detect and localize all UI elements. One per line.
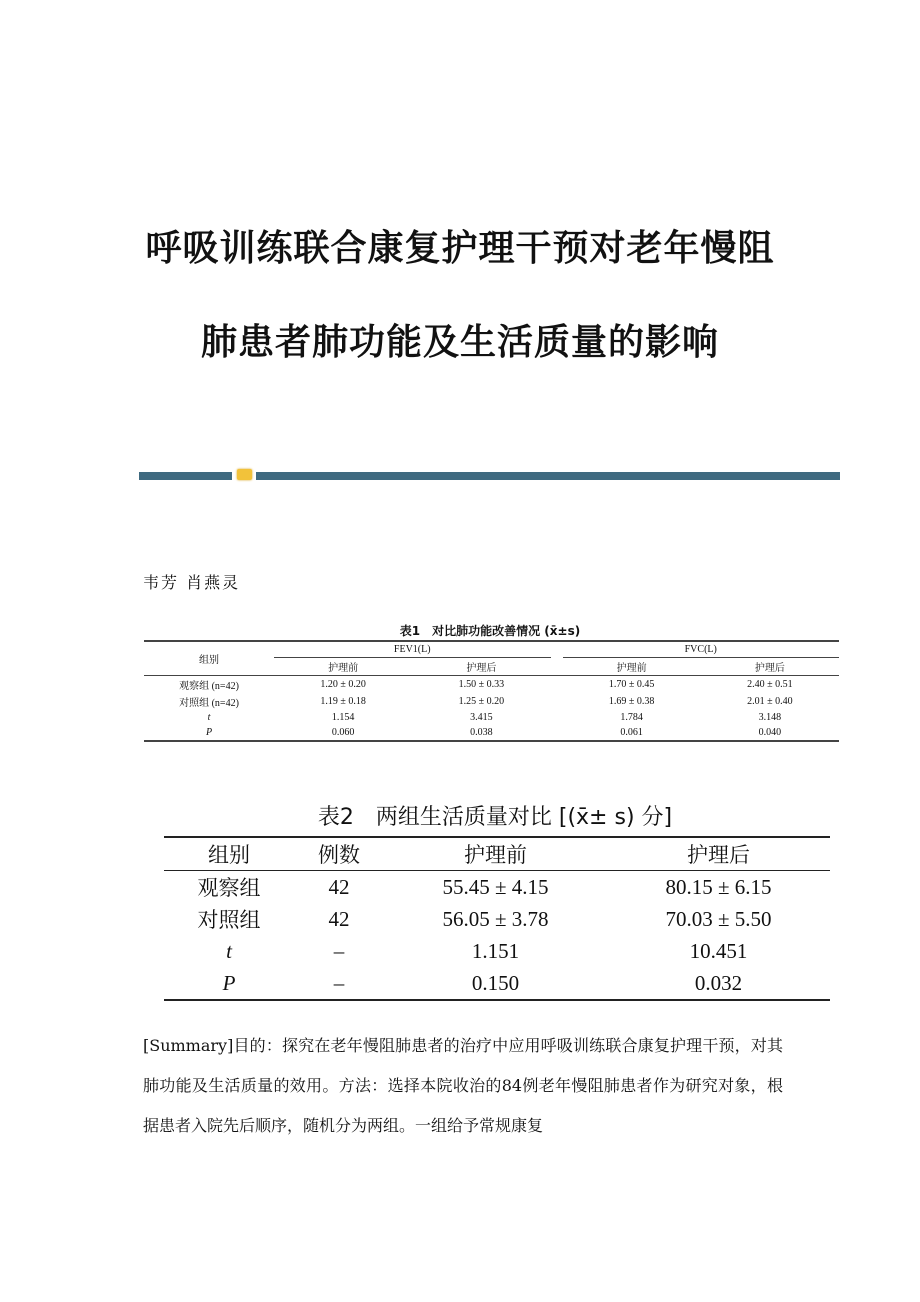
table-cell: 56.05 ± 3.78 [442, 906, 549, 931]
title-line-1: 呼吸训练联合康复护理干预对老年慢阻 [145, 228, 775, 269]
table1-caption: 表1 对比肺功能改善情况 (x̄±s) [399, 624, 581, 638]
divider-right [256, 472, 840, 480]
table2 [164, 836, 830, 1001]
table1-subheader: 护理前 [274, 658, 412, 676]
table-cell: 对照组 [197, 908, 261, 932]
table-cell: 0.150 [471, 970, 520, 995]
table-cell: 1.19 ± 0.18 [320, 696, 366, 707]
table-cell: 2.01 ± 0.40 [747, 696, 793, 707]
table-cell: 0.038 [470, 727, 493, 738]
table-cell: 70.03 ± 5.50 [665, 906, 772, 931]
table-cell: P [222, 970, 236, 995]
table2-header: 护理前 [384, 837, 607, 871]
authors: 韦芳 肖燕灵 [143, 573, 241, 592]
table-cell: 1.50 ± 0.33 [458, 679, 505, 690]
table1-subheader: 护理后 [701, 658, 839, 676]
table-row [144, 693, 839, 710]
table-cell: P [205, 727, 213, 738]
table-cell: t [207, 712, 211, 723]
table-row [164, 903, 830, 935]
table2-header: 组别 [164, 837, 294, 871]
table-cell: 观察组 (n=42) [179, 681, 239, 692]
table-cell: 1.20 ± 0.20 [320, 679, 366, 690]
table-row [164, 871, 830, 904]
table-row [164, 967, 830, 1000]
table-cell: 1.70 ± 0.45 [608, 679, 655, 690]
table-cell: 80.15 ± 6.15 [665, 874, 772, 899]
table1-subheader: 护理前 [563, 658, 701, 676]
table2-caption: 表2 两组生活质量对比 [(x̄± s) 分] [317, 805, 673, 830]
mail-icon [237, 469, 252, 480]
table-cell: 1.25 ± 0.20 [458, 696, 505, 707]
table-cell: 0.040 [758, 727, 782, 738]
table1-col-group: FVC(L) [563, 641, 840, 658]
table-row [164, 935, 830, 967]
table2-header: 护理后 [607, 837, 830, 871]
table-row [144, 710, 839, 725]
table-cell: 10.451 [689, 938, 748, 963]
table-cell: t [226, 938, 232, 963]
table-cell: 1.69 ± 0.38 [608, 696, 655, 707]
table-cell: 0.060 [331, 727, 355, 738]
table-cell: 对照组 (n=42) [179, 698, 239, 709]
divider-left [139, 472, 232, 480]
table-row [144, 676, 839, 694]
title-line-2: 肺患者肺功能及生活质量的影响 [200, 322, 719, 363]
table1 [144, 640, 839, 742]
table-cell: 55.45 ± 4.15 [442, 874, 549, 899]
table-cell: 0.061 [620, 727, 643, 738]
table-cell: 观察组 [197, 876, 261, 900]
table-cell: 3.415 [470, 712, 493, 723]
table-cell: – [333, 938, 345, 963]
table-row [144, 725, 839, 741]
table-cell: 42 [328, 906, 350, 931]
table-cell: 42 [328, 874, 350, 899]
table1-group-header: 组别 [144, 641, 274, 676]
table-cell: 0.032 [694, 970, 743, 995]
table-cell: 1.784 [620, 712, 643, 723]
table-cell: 1.151 [471, 938, 520, 963]
table-cell: 2.40 ± 0.51 [747, 679, 793, 690]
table1-subheader: 护理后 [412, 658, 550, 676]
table2-header: 例数 [294, 837, 384, 871]
table1-col-group: FEV1(L) [274, 641, 551, 658]
table-cell: – [333, 970, 345, 995]
summary-paragraph: [Summary]目的：探究在老年慢阻肺患者的治疗中应用呼吸训练联合康复护理干预，对其肺功能及生活质量的效用。方法：选择本院收治的84例老年慢阻肺患者作为研究对象，根据患者入院先后顺序，随机分为两组。一组给予常规康复 [143, 1036, 783, 1135]
table-cell: 3.148 [758, 712, 782, 723]
table-cell: 1.154 [331, 712, 355, 723]
